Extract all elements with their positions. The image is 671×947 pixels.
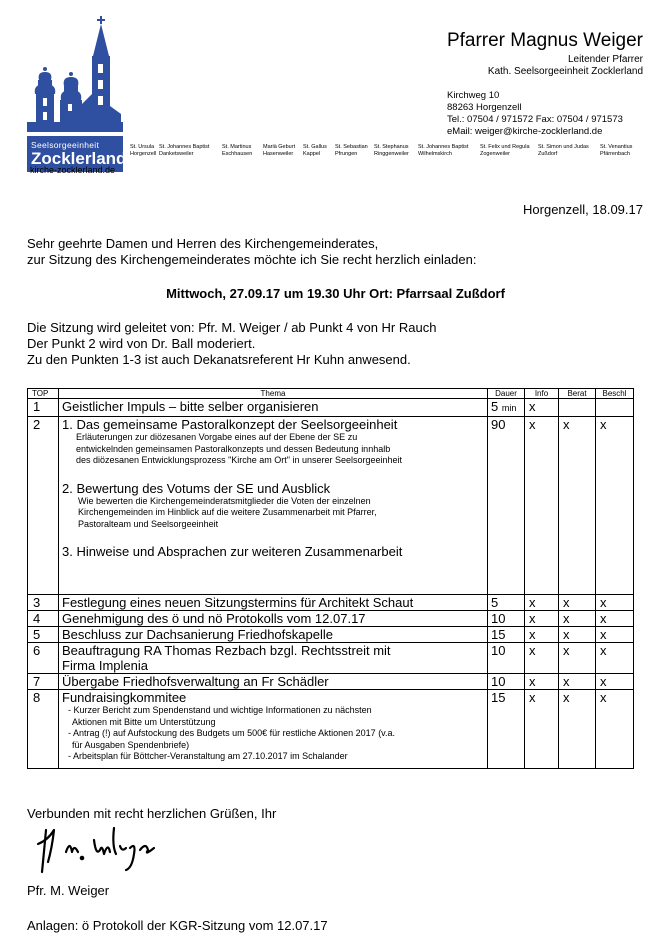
header-decision: Beschl [596, 389, 634, 399]
agenda-title [59, 417, 488, 595]
table-row [28, 417, 634, 595]
closing-text: Verbunden mit recht herzlichen Grüßen, Ihr [27, 806, 277, 821]
phone-fax: Tel.: 07504 / 971572 Fax: 07504 / 971573 [447, 114, 623, 125]
agenda-advice-mark: x [559, 643, 596, 674]
info-line-leader: Die Sitzung wird geleitet von: Pfr. M. Weiger / ab Punkt 4 von Hr Rauch [27, 320, 437, 335]
table-header-row [28, 389, 634, 399]
agenda-duration: 90 [488, 417, 525, 595]
signer-name: Pfr. M. Weiger [27, 883, 110, 898]
parish-item: St. Johannes Baptist Wilhelmskirch [418, 144, 469, 157]
parish-item: St. Felix und Regula Zogenweiler [480, 144, 530, 157]
agenda-info-mark: x [525, 611, 559, 627]
agenda-advice-mark: x [559, 595, 596, 611]
agenda-top-number: 8 [28, 690, 59, 769]
table-row [28, 611, 634, 627]
parish-item: St. Johannes Baptist Danketsweiler [159, 144, 210, 157]
agenda-top-number: 6 [28, 643, 59, 674]
table-row [28, 627, 634, 643]
parish-item: St. Gallus Kappel [303, 144, 327, 157]
parish-list [130, 144, 650, 164]
logo-text-top: Seelsorgeeinheit [31, 140, 100, 150]
table-row [28, 690, 634, 769]
agenda-title: Genehmigung des ö und nö Protokolls vom 12.07.17 [59, 611, 488, 627]
agenda-duration: 10 [488, 643, 525, 674]
agenda-decision-mark: x [596, 595, 634, 611]
agenda-decision-mark: x [596, 643, 634, 674]
agenda-decision-mark: x [596, 417, 634, 595]
logo [27, 14, 127, 168]
agenda-advice-mark: x [559, 690, 596, 769]
agenda-decision-mark: x [596, 690, 634, 769]
parish-item: St. Sebastian Pfrungen [335, 144, 368, 157]
agenda-title: Beauftragung RA Thomas Rezbach bzgl. Rechtsstreit mit Firma Implenia [59, 643, 488, 674]
table-row [28, 399, 634, 417]
meeting-datetime-location: Mittwoch, 27.09.17 um 19.30 Uhr Ort: Pfarrsaal Zußdorf [166, 286, 505, 301]
agenda-title: Übergabe Friedhofsverwaltung an Fr Schädler [59, 674, 488, 690]
agenda-duration: 15 [488, 690, 525, 769]
info-line-guest: Zu den Punkten 1-3 ist auch Dekanatsreferent Hr Kuhn anwesend. [27, 352, 411, 367]
address-city: 88263 Horgenzell [447, 102, 522, 113]
agenda-info-mark: x [525, 399, 559, 417]
signature-icon [36, 822, 166, 877]
agenda-duration: 10 [488, 611, 525, 627]
agenda-decision-mark: x [596, 611, 634, 627]
subtopic-2-desc: Wie bewerten die Kirchengemeinderatsmitglieder die Voten der einzelnen Kirchengemeinden im Hinblick auf die weitere Zusammenarbeit mit Pfarrer, Pastoralteam und Seelsorgeeinheit [78, 495, 377, 529]
agenda-top-number: 5 [28, 627, 59, 643]
agenda-info-mark: x [525, 674, 559, 690]
agenda-advice-mark: x [559, 627, 596, 643]
agenda-advice-mark: x [559, 417, 596, 595]
agenda-advice-mark: x [559, 611, 596, 627]
header-theme: Thema [59, 389, 488, 399]
header-duration: Dauer [488, 389, 525, 399]
email: eMail: weiger@kirche-zocklerland.de [447, 126, 603, 137]
agenda-title: Beschluss zur Dachsanierung Friedhofskapelle [59, 627, 488, 643]
agenda-top-number: 4 [28, 611, 59, 627]
agenda-duration: 15 [488, 627, 525, 643]
attachments-line: Anlagen: ö Protokoll der KGR-Sitzung vom 12.07.17 [27, 918, 328, 933]
subtopic-1-title: 1. Das gemeinsame Pastoralkonzept der Seelsorgeeinheit [62, 417, 398, 432]
agenda-top-number: 2 [28, 417, 59, 595]
agenda-top-number: 7 [28, 674, 59, 690]
agenda-top-number: 1 [28, 399, 59, 417]
unit-name: Kath. Seelsorgeeinheit Zocklerland [487, 66, 643, 77]
parish-item: Mariä Geburt Hasenweiler [263, 144, 296, 157]
header-info: Info [525, 389, 559, 399]
parish-item: St. Stephanus Ringgenweiler [374, 144, 409, 157]
invitation-text: zur Sitzung des Kirchengemeinderates möchte ich Sie recht herzlich einladen: [27, 252, 477, 267]
agenda-title: Festlegung eines neuen Sitzungstermins für Architekt Schaut [59, 595, 488, 611]
agenda-info-mark: x [525, 417, 559, 595]
greeting: Sehr geehrte Damen und Herren des Kirchengemeinderates, [27, 236, 379, 251]
agenda-title: Fundraisingkommitee - Kurzer Bericht zum Spendenstand und wichtige Informationen zu nächsten Aktionen mit Bitte um Unterstützung - Antrag (!) auf Aufstockung des Budgets um 500€ für restliche Aktionen 2017 (v.a. für Ausgaben Spendenbriefe) - Arbeitsplan für Böttcher-Veranstaltung am 27.10.2017 im Schalander [59, 690, 488, 769]
info-line-moderator: Der Punkt 2 wird von Dr. Ball moderiert. [27, 336, 256, 351]
agenda-info-mark: x [525, 690, 559, 769]
agenda-title: Geistlicher Impuls – bitte selber organisieren [59, 399, 488, 417]
table-row [28, 643, 634, 674]
agenda-info-mark: x [525, 643, 559, 674]
agenda-info-mark: x [525, 627, 559, 643]
agenda-advice-mark [559, 399, 596, 417]
agenda-decision-mark: x [596, 674, 634, 690]
agenda-advice-mark: x [559, 674, 596, 690]
subtopic-3-title: 3. Hinweise und Absprachen zur weiteren Zusammenarbeit [62, 544, 403, 559]
table-row [28, 674, 634, 690]
fundraising-desc: - Kurzer Bericht zum Spendenstand und wichtige Informationen zu nächsten Aktionen mit Bitte um Unterstützung - Antrag (!) auf Aufstockung des Budgets um 500€ für restliche Aktionen 2017 (v.a. für Ausgaben Spendenbriefe) - Arbeitsplan für Böttcher-Veranstaltung am 27.10.2017 im Schalander [68, 705, 396, 761]
subtopic-1-desc: Erläuterungen zur diözesanen Vorgabe eines auf der Ebene der SE zu entwickelnden gemeinsamen Pastoralkonzepts und dessen Bedeutung innhalb des diözesanen Entwicklungsprozess "Kirche am Ort" in unserer Seelsorgeeinheit [76, 432, 403, 465]
pastor-name: Pfarrer Magnus Weiger [446, 30, 643, 51]
header-advice: Berat [559, 389, 596, 399]
logo-text-main: Zocklerland [31, 149, 127, 168]
pastor-role: Leitender Pfarrer [567, 54, 643, 65]
parish-item: St. Venantius Pfärrenbach [600, 144, 633, 157]
parish-item: St. Ursula Horgenzell [130, 144, 157, 157]
subtopic-2-title: 2. Bewertung des Votums der SE und Ausblick [62, 480, 331, 496]
church-logo-icon [27, 14, 123, 138]
agenda-duration: 10 [488, 674, 525, 690]
agenda-duration: 5 min [488, 399, 525, 417]
parish-item: St. Simon und Judas Zußdorf [538, 144, 589, 157]
header-top: TOP [28, 389, 59, 399]
table-row [28, 595, 634, 611]
address-street: Kirchweg 10 [447, 90, 500, 101]
parish-item: St. Martinus Eschhausen [222, 144, 253, 157]
agenda-duration: 5 [488, 595, 525, 611]
agenda-decision-mark [596, 399, 634, 417]
agenda-top-number: 3 [28, 595, 59, 611]
logo-url: kirche-zocklerland.de [30, 165, 116, 175]
agenda-table [27, 388, 634, 769]
letter-date: Horgenzell, 18.09.17 [523, 202, 643, 217]
agenda-info-mark: x [525, 595, 559, 611]
agenda-decision-mark: x [596, 627, 634, 643]
